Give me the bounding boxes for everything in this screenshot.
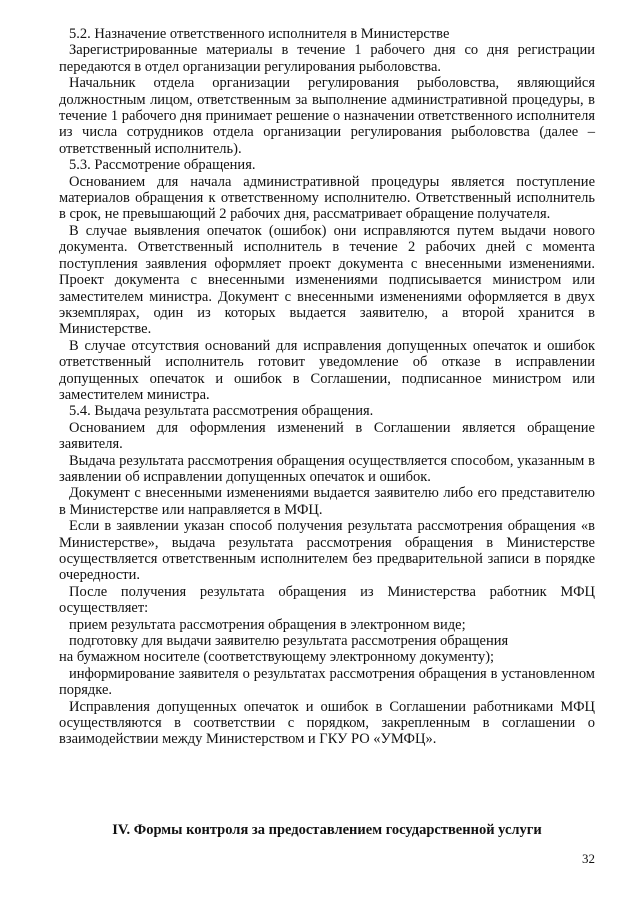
paragraph: Основанием для начала административной процедуры является поступление материалов обращения к ответственному исполнителю. Ответственный исполнитель в срок, не превышающий 2 рабочих дня, рассматривает обращение получателя. bbox=[59, 173, 595, 223]
list-item: прием результата рассмотрения обращения в электронном виде; bbox=[69, 616, 466, 633]
page-number: 32 bbox=[582, 851, 595, 866]
paragraph: Исправления допущенных опечаток и ошибок в Соглашении работниками МФЦ осуществляются в соответствии с порядком, закрепленным в соглашении о взаимодействии между Министерством и ГКУ РО «УМФЦ». bbox=[59, 698, 595, 748]
paragraph: После получения результата обращения из Министерства работник МФЦ осуществляет: bbox=[59, 583, 595, 617]
section-5-2-title: 5.2. Назначение ответственного исполнителя в Министерстве bbox=[69, 26, 450, 42]
paragraph: В случае отсутствия оснований для исправления допущенных опечаток и ошибок ответственный исполнитель готовит уведомление об отказе в исправлении допущенных опечаток и ошибок в Соглашении, подписанное министром или заместителем министра. bbox=[59, 337, 595, 403]
list-item: информирование заявителя о результатах рассмотрения обращения в установленном порядке. bbox=[59, 665, 595, 699]
list-item: подготовку для выдачи заявителю результата рассмотрения обращения bbox=[69, 633, 509, 650]
paragraph: Выдача результата рассмотрения обращения осуществляется способом, указанным в заявлении об исправлении допущенных опечаток и ошибок. bbox=[59, 452, 595, 485]
paragraph: Основанием для оформления изменений в Соглашении является обращение заявителя. bbox=[59, 419, 595, 453]
list-item-continuation: на бумажном носителе (соответствующему электронному документу); bbox=[59, 649, 495, 666]
document-body bbox=[59, 26, 595, 748]
section-iv-heading: IV. Формы контроля за предоставлением государственной услуги bbox=[112, 822, 542, 838]
section-5-4-title: 5.4. Выдача результата рассмотрения обращения. bbox=[69, 403, 374, 420]
paragraph: Документ с внесенными изменениями выдается заявителю либо его представителю в Министерстве или направляется в МФЦ. bbox=[59, 485, 595, 518]
paragraph: Если в заявлении указан способ получения результата рассмотрения обращения «в Министерстве», выдача результата рассмотрения обращения в Министерстве осуществляется ответственным исполнителем без предварительной записи в порядке очередности. bbox=[59, 518, 595, 584]
section-5-3-title: 5.3. Рассмотрение обращения. bbox=[69, 157, 256, 174]
paragraph: Начальник отдела организации регулирования рыболовства, являющийся должностным лицом, ответственным за выполнение административной процедуры, в течение 1 рабочего дня принимает решение о назначении ответственного исполнителя из числа сотрудников отдела организации регулирования рыболовства (далее – ответственный исполнитель). bbox=[59, 75, 595, 157]
paragraph: В случае выявления опечаток (ошибок) они исправляются путем выдачи нового документа. Ответственный исполнитель в течение 2 рабочих дней с момента поступления заявления оформляет проект документа с внесенными изменениями. Проект документа с внесенными изменениями подписывается министром или заместителем министра. Документ с внесенными изменениями оформляется в двух экземплярах, один из которых выдается заявителю, а второй хранится в Министерстве. bbox=[59, 222, 595, 338]
paragraph: Зарегистрированные материалы в течение 1 рабочего дня со дня регистрации передаются в отдел организации регулирования рыболовства. bbox=[59, 42, 595, 75]
